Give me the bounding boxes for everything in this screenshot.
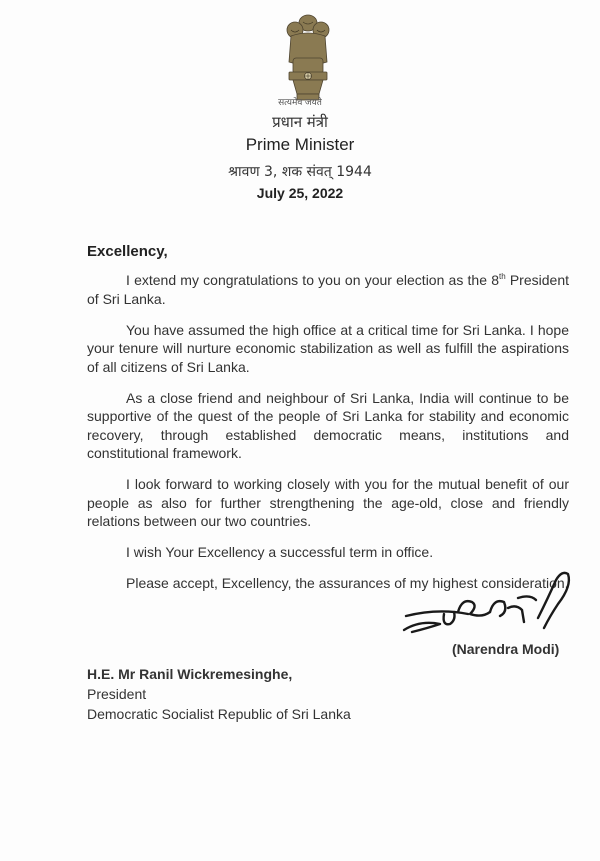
national-emblem-icon <box>277 10 339 108</box>
office-title-hindi: प्रधान मंत्री <box>272 113 328 131</box>
paragraph: Please accept, Excellency, the assurances of my highest consideration. <box>126 575 569 591</box>
date-hindi: श्रावण 3, शक संवत् 1944 <box>228 164 372 180</box>
emblem-motto: सत्यमेव जयते <box>278 97 322 107</box>
paragraph: As a close friend and neighbour of Sri Lanka, India will continue to be supportive of the quest of the people of Sri Lanka for stability and economic recovery, through established democratic means, institutions and constitutional framework. <box>87 389 569 461</box>
addressee-block <box>87 664 351 724</box>
paragraph: I extend my congratulations to you on your election as the 8th President of Sri Lanka. <box>87 272 569 307</box>
addressee-title: President <box>87 686 147 702</box>
letter-body <box>87 271 569 605</box>
paragraph: I wish Your Excellency a successful term in office. <box>126 544 434 560</box>
handwritten-signature <box>398 568 578 643</box>
paragraph: I look forward to working closely with you for the mutual benefit of our people as also for further strengthening the age-old, close and friendly relations between our two countries. <box>87 476 569 529</box>
signer-name: (Narendra Modi) <box>452 641 560 657</box>
office-title: Prime Minister <box>245 135 355 154</box>
salutation: Excellency, <box>87 243 168 260</box>
paragraph: You have assumed the high office at a critical time for Sri Lanka. I hope your tenure will nurture economic stabilization as well as fulfill the aspirations of all citizens of Sri Lanka. <box>87 321 569 375</box>
addressee-country: Democratic Socialist Republic of Sri Lanka <box>87 706 351 722</box>
addressee-name: H.E. Mr Ranil Wickremesinghe, <box>87 666 293 682</box>
letter-date: July 25, 2022 <box>256 185 344 201</box>
